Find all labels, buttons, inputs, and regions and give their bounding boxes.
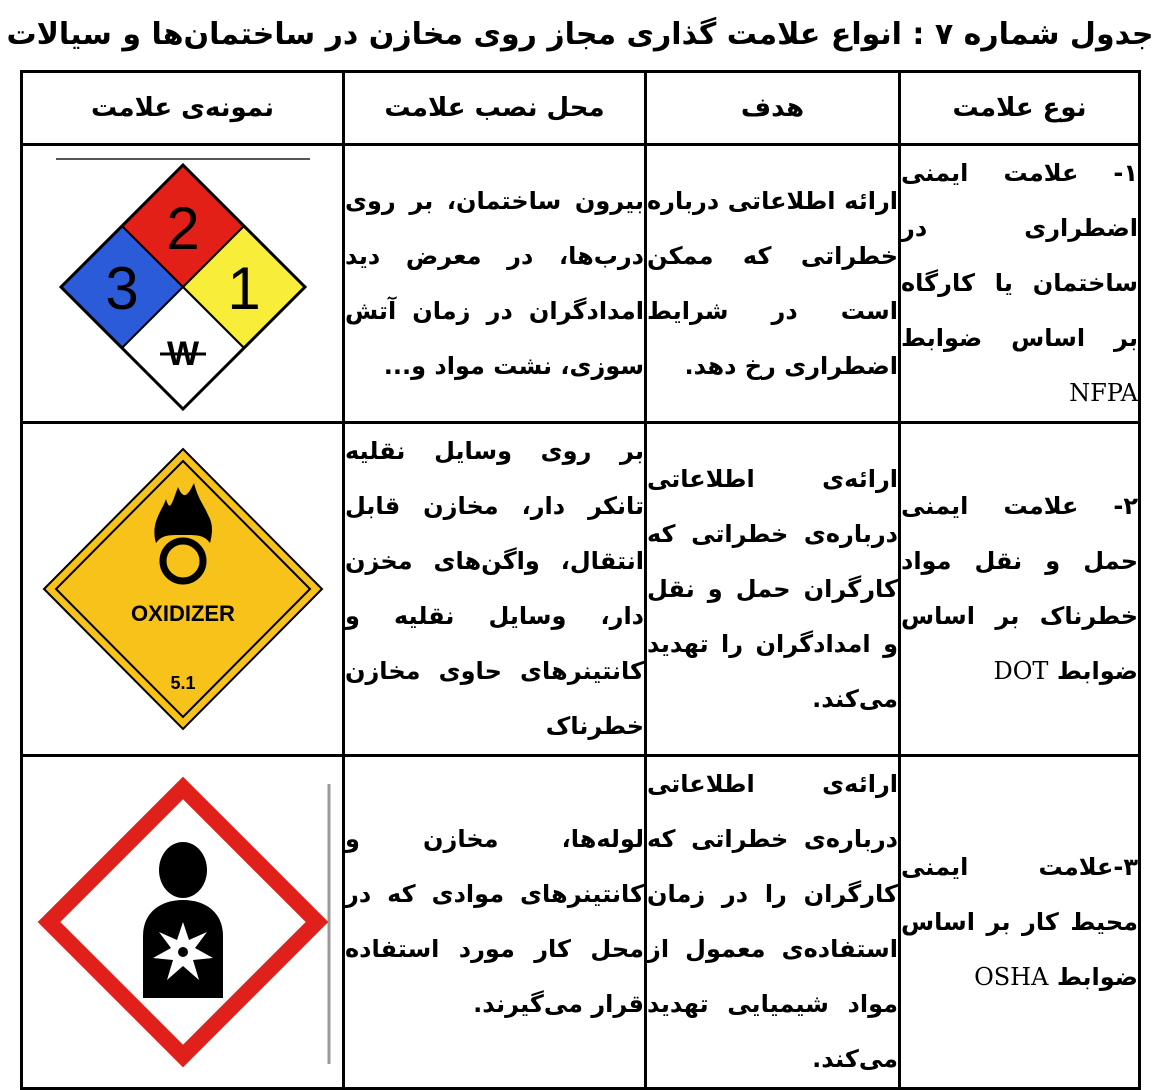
row2-location: بر روی وسایل نقلیه تانکر دار، مخازن قابل انتقال، واگن‌های مخزن دار، وسایل نقلیه و کانتینرهای حاوی مخازن خطرناک xyxy=(344,423,646,756)
nfpa-special-value: W xyxy=(166,334,199,373)
header-sample: نمونه‌ی علامت xyxy=(22,72,344,145)
row3-location: لوله‌ها، مخازن و کانتینرهای موادی که در محل کار مورد استفاده قرار می‌گیرند. xyxy=(344,756,646,1089)
row3-purpose: ارائه‌ی اطلاعاتی درباره‌ی خطراتی که کارگران را در زمان استفاده‌ی معمول از مواد شیمیایی تهدید می‌کند. xyxy=(646,756,900,1089)
row1-sample-cell xyxy=(22,145,344,423)
row2-type: ۲- علامت ایمنی حمل و نقل مواد خطرناک بر اساس ضوابط xyxy=(901,492,1138,685)
oxidizer-label: OXIDIZER xyxy=(130,601,235,626)
table-row xyxy=(22,756,1140,1089)
row2-type-code: DOT xyxy=(993,657,1049,685)
row2-sample-cell xyxy=(22,423,344,756)
table-row xyxy=(22,145,1140,423)
row1-location: بیرون ساختمان، بر روی درب‌ها، در معرض دید امدادگران در زمان آتش سوزی، نشت مواد و... xyxy=(344,145,646,423)
row3-type-cell xyxy=(900,756,1140,1089)
hazard-class-number: 5.1 xyxy=(169,673,196,693)
row1-type-code: NFPA xyxy=(1069,379,1138,407)
nfpa-flammability-value: 2 xyxy=(165,194,200,262)
nfpa-instability-value: 1 xyxy=(226,254,261,322)
header-location: محل نصب علامت xyxy=(344,72,646,145)
header-row xyxy=(22,72,1140,145)
oxidizer-placard-sign xyxy=(38,439,328,739)
row1-type-cell xyxy=(900,145,1140,423)
table-title: جدول شماره ۷ : انواع علامت گذاری مجاز روی مخازن در ساختمان‌ها و سیالات xyxy=(6,17,1154,52)
row2-type-cell xyxy=(900,423,1140,756)
header-purpose: هدف xyxy=(646,72,900,145)
row1-purpose: ارائه اطلاعاتی درباره خطراتی که ممکن است در شرایط اضطراری رخ دهد. xyxy=(646,145,900,423)
header-type: نوع علامت xyxy=(900,72,1140,145)
row3-sample-cell xyxy=(22,756,344,1089)
sign-types-table xyxy=(20,70,1141,1090)
row3-type: ۳-علامت ایمنی محیط کار بر اساس ضوابط xyxy=(901,852,1138,991)
table-row xyxy=(22,423,1140,756)
ghs-health-hazard-sign xyxy=(33,772,333,1072)
nfpa-health-value: 3 xyxy=(104,254,139,322)
row1-type: ۱- علامت ایمنی اضطراری در ساختمان یا کارگاه بر اساس ضوابط xyxy=(901,159,1138,352)
row2-purpose: ارائه‌ی اطلاعاتی درباره‌ی خطراتی که کارگران حمل و نقل و امدادگران را تهدید می‌کند. xyxy=(646,423,900,756)
row3-type-code: OSHA xyxy=(974,962,1049,991)
nfpa-diamond-sign xyxy=(48,153,318,415)
